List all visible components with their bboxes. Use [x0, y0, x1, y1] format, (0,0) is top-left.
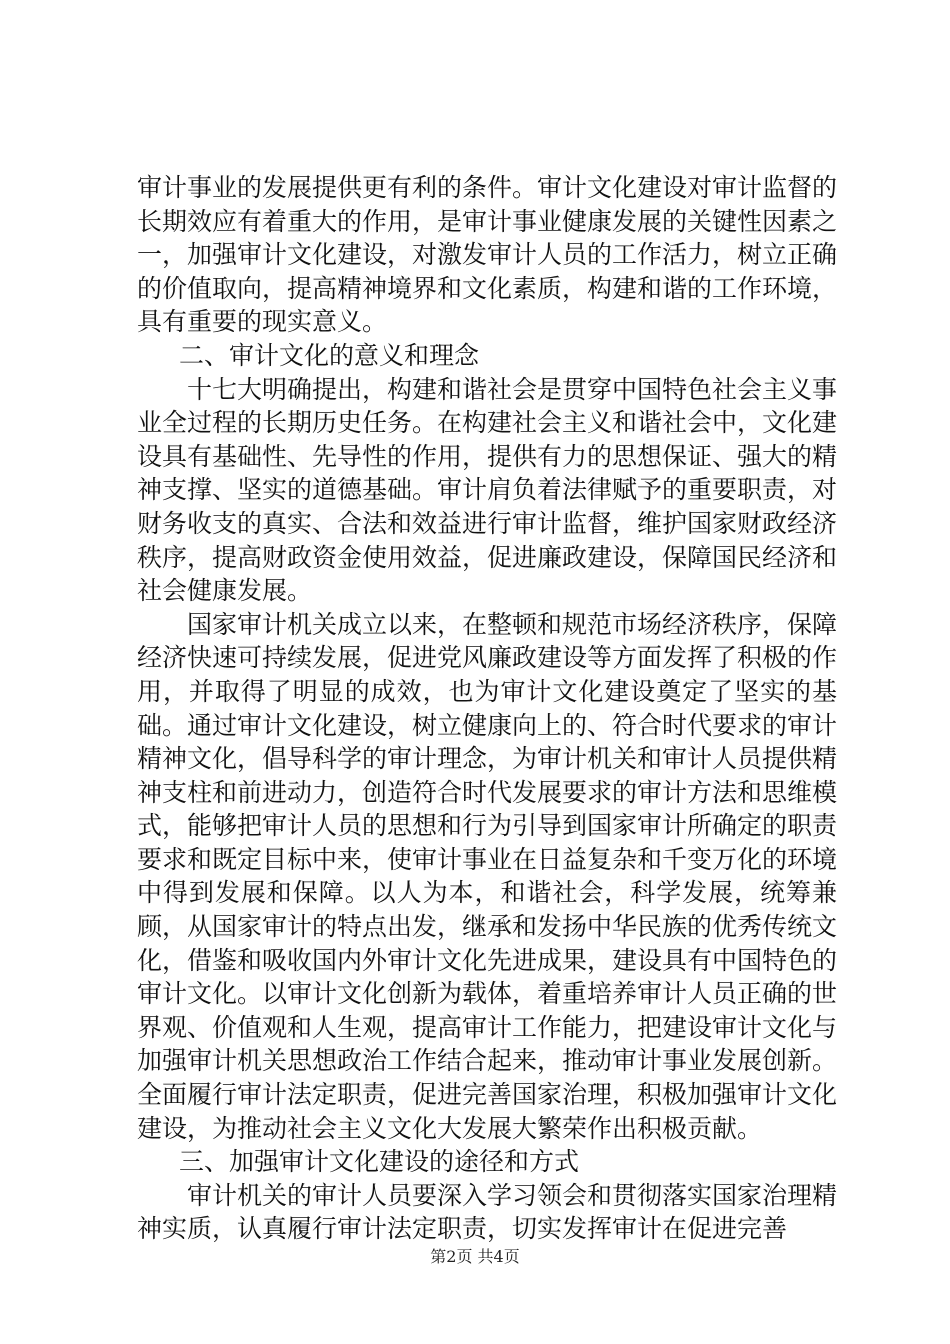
paragraph: 十七大明确提出，构建和谐社会是贯穿中国特色社会主义事业全过程的长期历史任务。在构建社会主义和谐社会中，文化建设具有基础性、先导性的作用，提供有力的思想保证、强大的精神支撑、坚实的道德基础。审计肩负着法律赋予的重要职责，对财务收支的真实、合法和效益进行审计监督，维护国家财政经济秩序，提高财政资金使用效益，促进廉政建设，保障国民经济和社会健康发展。 — [137, 374, 838, 606]
document-body — [137, 171, 837, 1246]
page-footer: 第2页 共4页 — [430, 1247, 520, 1266]
paragraph: 审计事业的发展提供更有利的条件。审计文化建设对审计监督的长期效应有着重大的作用，是审计事业健康发展的关键性因素之一，加强审计文化建设，对激发审计人员的工作活力，树立正确的价值取向，提高精神境界和文化素质，构建和谐的工作环境，具有重要的现实意义。 — [137, 173, 838, 337]
paragraph: 审计机关的审计人员要深入学习领会和贯彻落实国家治理精神实质，认真履行审计法定职责，切实发挥审计在促进完善 — [137, 1180, 838, 1244]
section-heading: 二、审计文化的意义和理念 — [179, 340, 480, 370]
section-heading: 三、加强审计文化建设的途径和方式 — [179, 1147, 580, 1177]
paragraph: 国家审计机关成立以来，在整顿和规范市场经济秩序，保障经济快速可持续发展，促进党风廉政建设等方面发挥了积极的作用，并取得了明显的成效，也为审计文化建设奠定了坚实的基础。通过审计文化建设，树立健康向上的、符合时代要求的审计精神文化，倡导科学的审计理念，为审计机关和审计人员提供精神支柱和前进动力，创造符合时代发展要求的审计方法和思维模式，能够把审计人员的思想和行为引导到国家审计所确定的职责要求和既定目标中来，使审计事业在日益复杂和千变万化的环境中得到发展和保障。以人为本，和谐社会，科学发展，统筹兼顾，从国家审计的特点出发，继承和发扬中华民族的优秀传统文化，借鉴和吸收国内外审计文化先进成果，建设具有中国特色的审计文化。以审计文化创新为载体，着重培养审计人员正确的世界观、价值观和人生观，提高审计工作能力，把建设审计文化与加强审计机关思想政治工作结合起来，推动审计事业发展创新。全面履行审计法定职责，促进完善国家治理，积极加强审计文化建设，为推动社会主义文化大发展大繁荣作出积极贡献。 — [137, 609, 838, 1143]
